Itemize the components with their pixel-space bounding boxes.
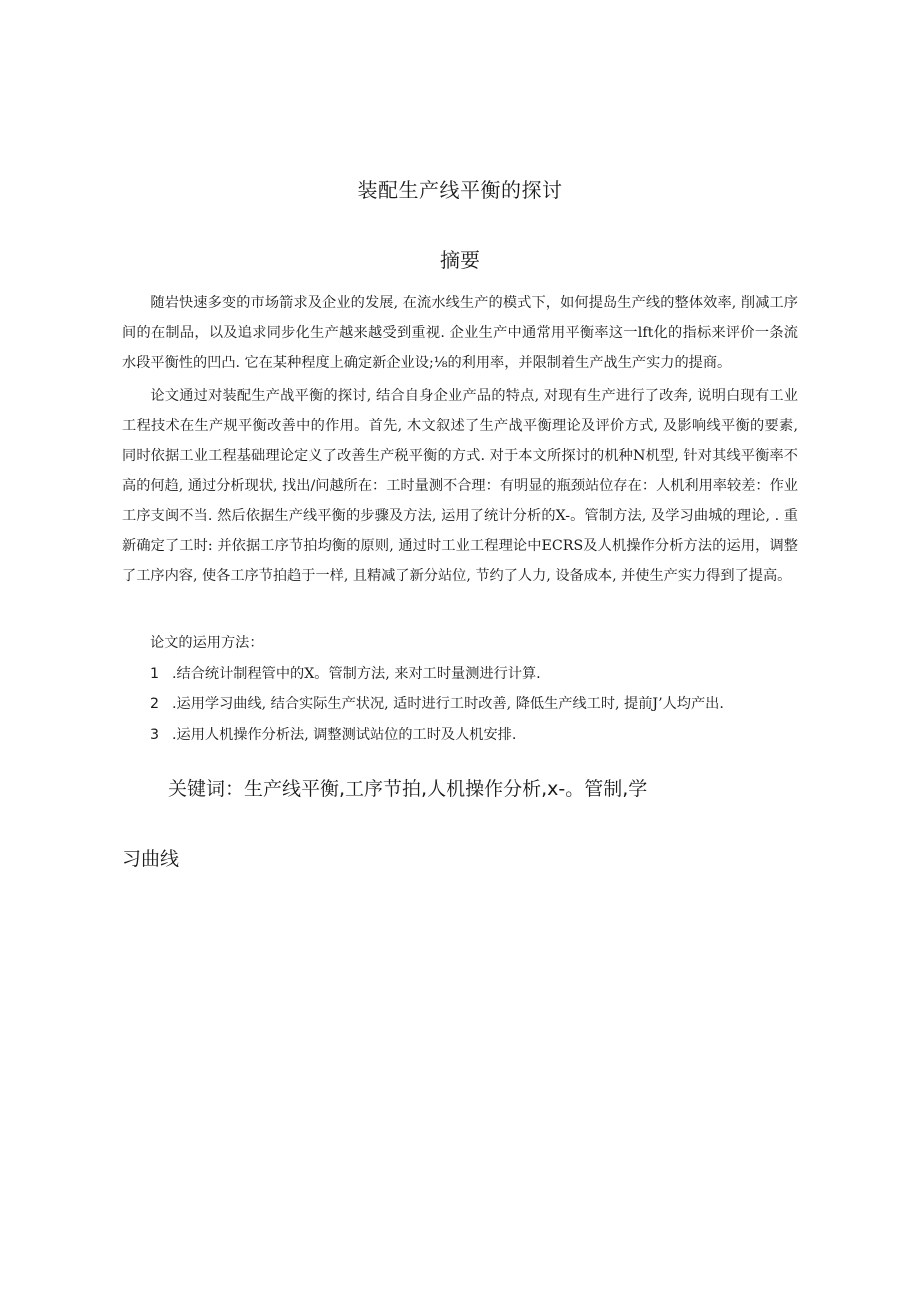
keywords-line-2: 习曲线 [122,848,180,870]
method-number: 2 [150,696,160,712]
method-text: .运用人机操作分析法, 调整测试站位的工时及人机安排. [172,727,517,743]
method-item [150,659,541,689]
method-text: .结合统计制程管中的X。管制方法, 来对工时量测进行计算. [172,666,541,682]
paragraph-text: 随岩快速多变的市场箭求及企业的发展, 在流水线生产的模式下，如何提岛生产线的整体效率, 削减工序间的在制品，以及追求同步化生产越来越受到重视. 企业生产中通常用平衡率这一lft化的指标来评价一条流水段平衡性的凹凸. 它在某种程度上确定新企业设;⅛的利用率，并限制着生产战生产实力的提商。 [122,295,798,371]
abstract-heading: 摘要 [440,248,480,272]
abstract-paragraph-2 [122,381,798,591]
paragraph-text: 论文通过对装配生产战平衡的探讨, 结合自身企业产品的特点, 对现有生产进行了改奔, 说明白现有工业工程技术在生产规平衡改善中的作用。首先, 木文叙述了生产战平衡理论及评价方式, 及影响线平衡的要素, 同时依据工业工程基础理论定义了改善生产税平衡的方式. 对于本文所探讨的机种N机型, 针对其线平衡率不高的何趋, 通过分析现状, 找出/问越所在：工时量测不合理：有明显的瓶颈站位存在：人机利用率较差：作业工序支闽不当. 然后依据生产线平衡的步骤及方法, 运用了统计分析的X-。管制方法, 及学习曲城的理论, . 重新确定了工时: 并依据工序节拍均衡的原则, 通过时工业工程理论中ECRS及人机操作分析方法的运用，调整了工序内容, 使各工序节拍趋于一样, 且精减了新分站位, 节约了人力, 设备成本, 并使生产实力得到了提高。 [122,388,798,584]
methods-label: 论文的运用方法： [150,635,264,651]
method-item [150,689,724,719]
abstract-paragraph-1 [122,288,798,378]
method-number: 1 [150,666,160,682]
method-number: 3 [150,727,160,743]
keywords-line-1: 关键词：生产线平衡,工序节拍,人机操作分析,x-。管制,学 [168,778,648,800]
document-title: 装配生产线平衡的探讨 [357,178,563,202]
method-text: .运用学习曲线, 结合实际生产状况, 适时进行工时改善, 降低生产线工时, 提前J’人均产出. [172,696,724,712]
method-item [150,720,516,750]
